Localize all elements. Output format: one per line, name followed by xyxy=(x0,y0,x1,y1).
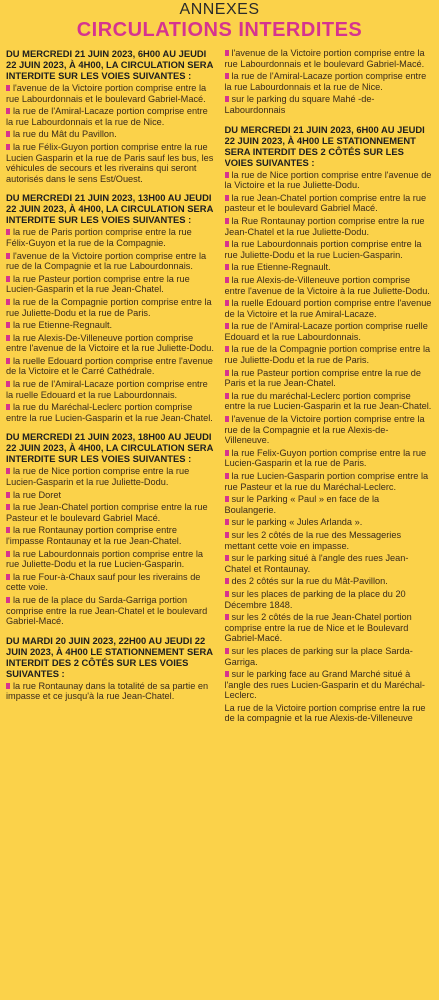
bullet-icon xyxy=(225,346,229,352)
list-item xyxy=(6,356,215,377)
list-item-text: la rue Jean-Chatel portion comprise entre la rue pasteur et le boulevard Gabriel Macé. xyxy=(224,192,427,214)
list-item-text: la rue Labourdonnais portion comprise entre la rue Juliette-Dodu et la rue Lucien-Gasparin. xyxy=(224,239,422,260)
list-item xyxy=(225,589,434,610)
list-item-text: sur les places de parking sur la place Sarda-Garriga. xyxy=(224,645,413,667)
list-item xyxy=(225,669,434,701)
bullet-icon xyxy=(225,195,229,201)
bullet-icon xyxy=(225,393,229,399)
trailing-text: La rue de la Victoire portion comprise entre la rue de la compagnie et la rue Alexis-de-Villeneuve xyxy=(224,702,426,724)
bullet-icon xyxy=(6,131,10,137)
list-item-text: la rue Alexis-De-Villeneuve portion comprise entre l'avenue de la Victoire et la rue Juliette-Dodu. xyxy=(6,332,214,354)
bullet-icon xyxy=(6,322,10,328)
bullet-icon xyxy=(6,85,10,91)
bullet-icon xyxy=(225,416,229,422)
list-item xyxy=(6,274,215,295)
list-item-text: la rue Pasteur portion comprise entre la rue de Paris et la rue Jean-Chatel. xyxy=(224,367,421,389)
section-heading: DU MERCREDI 21 JUIN 2023, 13H00 AU JEUDI 22 JUIN 2023, À 4H00, LA CIRCULATION SERA INTERDITE SUR LES VOIES SUIVANTES : xyxy=(6,192,213,226)
bullet-icon xyxy=(225,73,229,79)
list-item-text: la rue du Mât du Pavillon. xyxy=(13,129,117,140)
bullet-icon xyxy=(225,218,229,224)
list-item xyxy=(225,576,434,587)
page-header xyxy=(0,0,439,41)
list-item xyxy=(225,48,434,69)
list-item xyxy=(225,71,434,92)
list-item xyxy=(6,490,215,501)
bullet-icon xyxy=(225,172,229,178)
list-item-text: la rue de la Compagnie portion comprise entre la rue Juliette-Dodu et la rue de Paris. xyxy=(224,344,431,366)
bullet-icon xyxy=(6,358,10,364)
list-item xyxy=(6,402,215,423)
right-column xyxy=(225,48,434,994)
list-item-text: la rue de la Compagnie portion comprise entre la rue Juliette-Dodu et la rue de Paris. xyxy=(6,296,212,318)
list-item-text: la ruelle Edouard portion comprise entre l'avenue de la Victoire et le Carré Cathédrale. xyxy=(6,355,213,377)
list-item-text: la rue de la place du Sarda-Garriga portion comprise entre la rue Jean-Chatel et le boulevard Gabriel-Macé. xyxy=(6,594,208,627)
bullet-icon xyxy=(225,496,229,502)
list-item-text: la rue de l'Amiral-Lacaze portion comprise entre la rue Labourdonnais et la rue de Nice. xyxy=(6,106,208,127)
bullet-icon xyxy=(225,96,229,102)
restriction-section xyxy=(6,431,215,626)
bullet-icon xyxy=(225,450,229,456)
restriction-section xyxy=(6,48,215,184)
list-item-text: sur le parking face au Grand Marché situé à l'angle des rues Lucien-Gasparin et du Maréchal-Leclerc. xyxy=(224,669,425,701)
bullet-icon xyxy=(225,614,229,620)
list-item-text: la rue de l'Amiral-Lacaze portion comprise entre la rue Labourdonnais et la rue de Nice. xyxy=(224,71,427,92)
list-item-text: la rue du maréchal-Leclerc portion comprise entre la rue Lucien-Gasparin et la rue Jean-Chatel. xyxy=(224,390,432,412)
list-item xyxy=(225,321,434,342)
list-item xyxy=(225,612,434,644)
bullet-icon xyxy=(6,468,10,474)
bullet-icon xyxy=(6,108,10,114)
list-item xyxy=(225,170,434,191)
bullet-icon xyxy=(6,504,10,510)
restriction-section xyxy=(6,192,215,423)
bullet-icon xyxy=(6,527,10,533)
list-item xyxy=(6,681,215,702)
list-item-text: la rue Four-à-Chaux sauf pour les riverains de cette voie. xyxy=(6,571,201,593)
list-item-text: sur le parking situé à l'angle des rues Jean-Chatel et Rontaunay. xyxy=(224,553,409,574)
list-item-text: la rue Labourdonnais portion comprise entre la rue Juliette-Dodu et la rue Lucien-Gasparin. xyxy=(6,548,203,570)
list-item xyxy=(6,595,215,627)
list-item xyxy=(225,262,434,273)
bullet-icon xyxy=(225,241,229,247)
list-item-text: la rue Félix-Guyon portion comprise entre la rue Lucien Gasparin et la rue de Paris sauf les bus, les véhicules de secours et les riverains qui seront autorisés dans le sens Est/Ouest. xyxy=(6,141,214,184)
list-item xyxy=(6,466,215,487)
restriction-section xyxy=(225,124,434,725)
bullet-icon xyxy=(225,591,229,597)
bullet-icon xyxy=(6,404,10,410)
bullet-icon xyxy=(6,492,10,498)
list-item xyxy=(225,517,434,528)
list-item xyxy=(225,193,434,214)
continued-section xyxy=(225,48,434,116)
list-item-text: l'avenue de la Victoire portion comprise entre la rue Labourdonnais et le boulevard Gabriel-Macé. xyxy=(6,83,207,104)
bullet-icon xyxy=(6,574,10,580)
list-item xyxy=(6,320,215,331)
list-item-text: l'avenue de la Victoire portion comprise entre la rue de la Compagnie et la rue Alexis-de-Villeneuve. xyxy=(224,414,425,446)
list-item xyxy=(6,142,215,184)
bullet-icon xyxy=(6,381,10,387)
list-item xyxy=(6,106,215,127)
list-item-text: sur le parking « Jules Arlanda ». xyxy=(231,517,363,528)
section-heading: DU MERCREDI 21 JUIN 2023, 6H00 AU JEUDI 22 JUIN 2023, À 4H00 LE STATIONNEMENT SERA INTERDIT DES 2 CÔTÉS SUR LES VOIES SUIVANTES : xyxy=(224,123,425,168)
list-item-text: la rue Jean-Chatel portion comprise entre la rue Pasteur et le boulevard Gabriel Macé. xyxy=(6,502,208,523)
bullet-icon xyxy=(6,144,10,150)
annexes-kicker: ANNEXES xyxy=(179,1,260,18)
list-item-text: la rue Rontaunay portion comprise entre l'impasse Rontaunay et la rue Jean-Chatel. xyxy=(6,525,182,546)
bullet-icon xyxy=(225,671,229,677)
list-item xyxy=(6,83,215,104)
list-item-text: la rue Alexis-de-Villeneuve portion comprise entre l'avenue de la Victoire à la rue Juliette-Dodu. xyxy=(224,274,430,296)
list-item xyxy=(225,94,434,115)
list-item-text: la Rue Rontaunay portion comprise entre la rue Jean-Chatel et la rue Juliette-Dodu. xyxy=(224,215,425,237)
list-item-text: la rue Doret xyxy=(13,489,62,500)
restriction-section xyxy=(6,635,215,702)
list-item xyxy=(6,379,215,400)
list-item-text: sur le parking du square Mahé -de-Labourdonnais xyxy=(224,94,375,115)
bullet-icon xyxy=(225,50,229,56)
list-item xyxy=(225,448,434,469)
list-item-text: l'avenue de la Victoire portion comprise entre la rue Labourdonnais et le boulevard Gabriel-Macé. xyxy=(224,48,425,69)
bullet-icon xyxy=(6,335,10,341)
bullet-icon xyxy=(225,277,229,283)
section-heading: DU MERCREDI 21 JUIN 2023, 6H00 AU JEUDI 22 JUIN 2023, À 4H00, LA CIRCULATION SERA INTERDITE SUR LES VOIES SUIVANTES : xyxy=(6,48,213,81)
list-item-text: la rue Felix-Guyon portion comprise entre la rue Lucien-Gasparin et la rue de Paris. xyxy=(224,447,427,469)
list-item-text: la rue Pasteur portion comprise entre la rue Lucien-Gasparin et la rue Jean-Chatel. xyxy=(6,273,190,295)
list-item xyxy=(225,216,434,237)
list-item xyxy=(225,391,434,412)
bullet-icon xyxy=(225,473,229,479)
list-item xyxy=(6,333,215,354)
list-item xyxy=(225,344,434,365)
bullet-icon xyxy=(225,555,229,561)
list-item xyxy=(6,227,215,248)
list-item-text: la rue de l'Amiral-Lacaze portion comprise entre la ruelle Edouard et la rue Labourdonnais. xyxy=(6,379,208,400)
bullet-icon xyxy=(6,299,10,305)
list-item xyxy=(225,471,434,492)
bullet-icon xyxy=(6,683,10,689)
list-item-text: la rue Lucien-Gasparin portion comprise entre la rue Pasteur et la rue du Maréchal-Leclerc. xyxy=(224,471,429,492)
list-item-text: la rue de Paris portion comprise entre la rue Félix-Guyon et la rue de la Compagnie. xyxy=(6,227,192,248)
bullet-icon xyxy=(225,532,229,538)
list-item xyxy=(225,414,434,446)
list-item-text: la rue de Nice portion comprise entre l'avenue de la Victoire et la rue Juliette-Dodu. xyxy=(224,169,432,191)
list-item xyxy=(225,275,434,296)
list-item-text: la rue Etienne-Regnault. xyxy=(13,320,113,331)
list-item-text: la rue de Nice portion comprise entre la rue Lucien-Gasparin et la rue Juliette-Dodu. xyxy=(6,466,190,488)
list-item-text: la ruelle Edouard portion comprise entre l'avenue de la Victoire et la rue Amiral-Lacaze. xyxy=(224,298,432,319)
section-heading: DU MERCREDI 21 JUIN 2023, 18H00 AU JEUDI 22 JUIN 2023, À 4H00, LA CIRCULATION SERA INTERDITE SUR LES VOIES SUIVANTES : xyxy=(6,431,213,465)
bullet-icon xyxy=(225,519,229,525)
list-item xyxy=(6,129,215,140)
list-item-text: la rue du Maréchal-Leclerc portion comprise entre la rue Lucien-Gasparin et la rue Jean-Chatel. xyxy=(6,402,213,423)
list-item-text: la rue Etienne-Regnault. xyxy=(231,262,331,273)
bullet-icon xyxy=(6,551,10,557)
bullet-icon xyxy=(6,276,10,282)
list-item xyxy=(6,549,215,570)
list-item xyxy=(225,298,434,319)
section-heading: DU MARDI 20 JUIN 2023, 22H00 AU JEUDI 22 JUIN 2023, À 4H00 LE STATIONNEMENT SERA INTERDIT DES 2 CÔTÉS SUR LES VOIES SUIVANTES : xyxy=(6,634,213,679)
list-item-text: sur les 2 côtés de la rue des Messageries mettant cette voie en impasse. xyxy=(224,529,402,551)
bullet-icon xyxy=(6,253,10,259)
bullet-icon xyxy=(225,370,229,376)
list-item-text: la rue Rontaunay dans la totalité de sa partie en impasse et ce jusqu'à la rue Jean-Chatel. xyxy=(6,680,209,702)
list-item xyxy=(225,553,434,574)
bullet-icon xyxy=(225,264,229,270)
list-item xyxy=(6,297,215,318)
list-item xyxy=(6,572,215,593)
list-item xyxy=(225,530,434,551)
bullet-icon xyxy=(225,648,229,654)
list-item xyxy=(225,646,434,667)
list-item xyxy=(225,239,434,260)
bullet-icon xyxy=(225,578,229,584)
list-item-text: l'avenue de la Victoire portion comprise entre la rue de la Compagnie et la rue Labourdonnais. xyxy=(6,250,207,272)
list-item-text: la rue de l'Amiral-Lacaze portion comprise ruelle Edouard et la rue Labourdonnais. xyxy=(224,321,428,342)
list-item-text: sur le Parking « Paul » en face de la Boulangerie. xyxy=(224,494,380,515)
list-item-text: des 2 côtés sur la rue du Mât-Pavillon. xyxy=(231,576,388,587)
list-item xyxy=(6,502,215,523)
list-item-text: sur les places de parking de la place du 20 Décembre 1848. xyxy=(224,588,406,610)
list-item xyxy=(6,525,215,546)
list-item xyxy=(6,251,215,272)
page-title: CIRCULATIONS INTERDITES xyxy=(76,19,363,41)
bullet-icon xyxy=(225,300,229,306)
bullet-icon xyxy=(6,229,10,235)
left-column xyxy=(6,48,215,994)
list-item-text: sur les 2 côtés de la rue Jean-Chatel portion comprise entre la rue de Nice et le Boulevard Gabriel-Macé. xyxy=(224,612,412,644)
list-item xyxy=(225,494,434,515)
bullet-icon xyxy=(6,597,10,603)
list-item xyxy=(225,368,434,389)
bullet-icon xyxy=(225,323,229,329)
content-columns xyxy=(6,48,433,994)
